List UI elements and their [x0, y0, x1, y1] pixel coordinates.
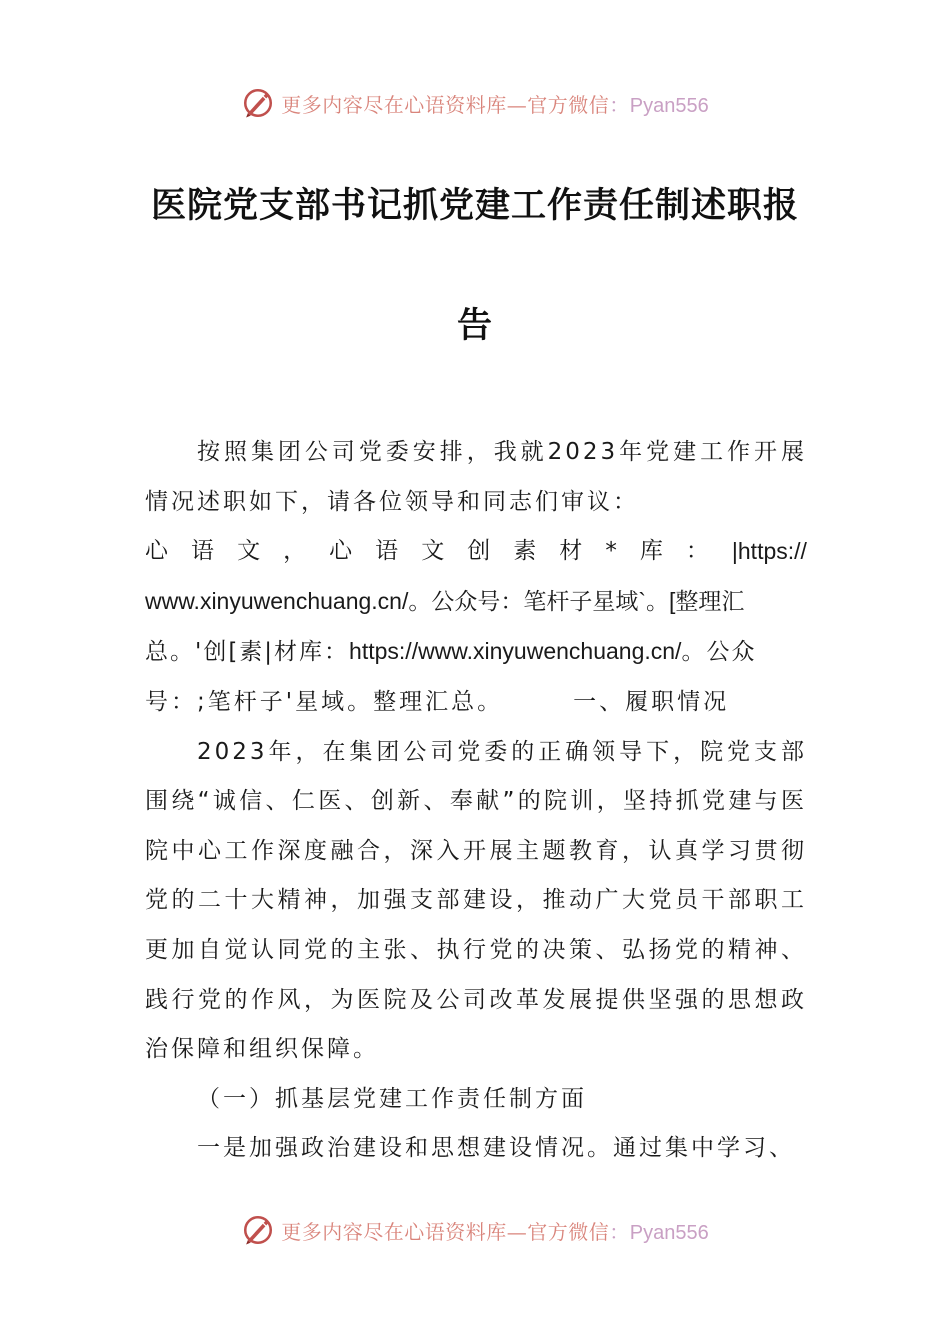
footer-watermark	[0, 1210, 950, 1250]
watermark-text	[281, 89, 708, 118]
intro-paragraph: 按照集团公司党委安排，我就2023年党建工作开展情况述职如下，请各位领导和同志们审议：	[145, 439, 807, 515]
pen-logo-icon	[241, 1213, 275, 1247]
reference-line-3-suffix: 。公众	[681, 639, 757, 666]
reference-line-spaced	[145, 527, 807, 577]
watermark-slogan: 更多内容尽在心语资料库	[281, 92, 507, 117]
political-building-paragraph: 一是加强政治建设和思想建设情况。通过集中学习、	[197, 1135, 795, 1162]
reference-char: 文	[421, 538, 445, 565]
document-title-line-2: 告	[456, 305, 493, 346]
document-title-line-1: 医院党支部书记抓党建工作责任制述职报	[150, 185, 799, 226]
watermark-colon: ：	[609, 1219, 630, 1244]
reference-line-4-text: 号：;笔杆子'星域。整理汇总。	[145, 688, 504, 715]
reference-char: 文	[237, 538, 261, 565]
reference-line-4	[145, 678, 807, 728]
watermark-slogan: 更多内容尽在心语资料库	[281, 1219, 507, 1244]
reference-char: 素	[513, 538, 537, 565]
watermark-dash: —	[506, 1219, 528, 1244]
reference-char: 创	[467, 538, 491, 565]
watermark-text	[281, 1216, 708, 1245]
watermark-wechat-id: Pyan556	[629, 94, 709, 117]
watermark-wechat-id: Pyan556	[629, 1221, 709, 1244]
performance-paragraph: 2023年，在集团公司党委的正确领导下，院党支部围绕“诚信、仁医、创新、奉献”的院训，坚持抓党建与医院中心工作深度融合，深入开展主题教育，认真学习贯彻党的二十大精神，加强支部建设，推动广大党员干部职工更加自觉认同党的主张、执行党的决策、弘扬党的精神、践行党的作风，为医院及公司改革发展提供坚强的思想政治保障和组织保障。	[145, 738, 807, 1063]
watermark-colon: ：	[609, 92, 630, 117]
reference-url-text: www.xinyuwenchuang.cn/。公众号：笔杆子星域`。[整理汇	[145, 587, 745, 614]
reference-char: ，	[283, 538, 307, 565]
reference-line-3-prefix: 总。'创[素|材库：	[145, 639, 350, 666]
section-heading: 一、履职情况	[573, 688, 730, 715]
watermark-content	[241, 1213, 708, 1247]
reference-char: *	[605, 538, 617, 565]
reference-char: ：	[685, 538, 709, 565]
reference-char: 语	[375, 538, 399, 565]
watermark-content	[241, 86, 708, 120]
header-watermark	[0, 83, 950, 123]
watermark-dash: —	[506, 92, 528, 117]
reference-url-start: |https://	[731, 538, 807, 565]
reference-char: 库	[639, 538, 663, 565]
watermark-wechat-label: 官方微信	[527, 92, 610, 117]
reference-char: 材	[559, 538, 583, 565]
reference-char: 语	[191, 538, 215, 565]
sub-heading: （一）抓基层党建工作责任制方面	[197, 1085, 587, 1112]
reference-char: 心	[145, 538, 168, 565]
document-body	[145, 428, 807, 1174]
reference-line-3	[145, 627, 807, 678]
reference-url-link[interactable]: https://www.xinyuwenchuang.cn/	[349, 638, 682, 665]
reference-line-2	[145, 577, 807, 628]
watermark-wechat-label: 官方微信	[527, 1219, 610, 1244]
pen-logo-icon	[241, 86, 275, 120]
reference-char: 心	[329, 538, 353, 565]
